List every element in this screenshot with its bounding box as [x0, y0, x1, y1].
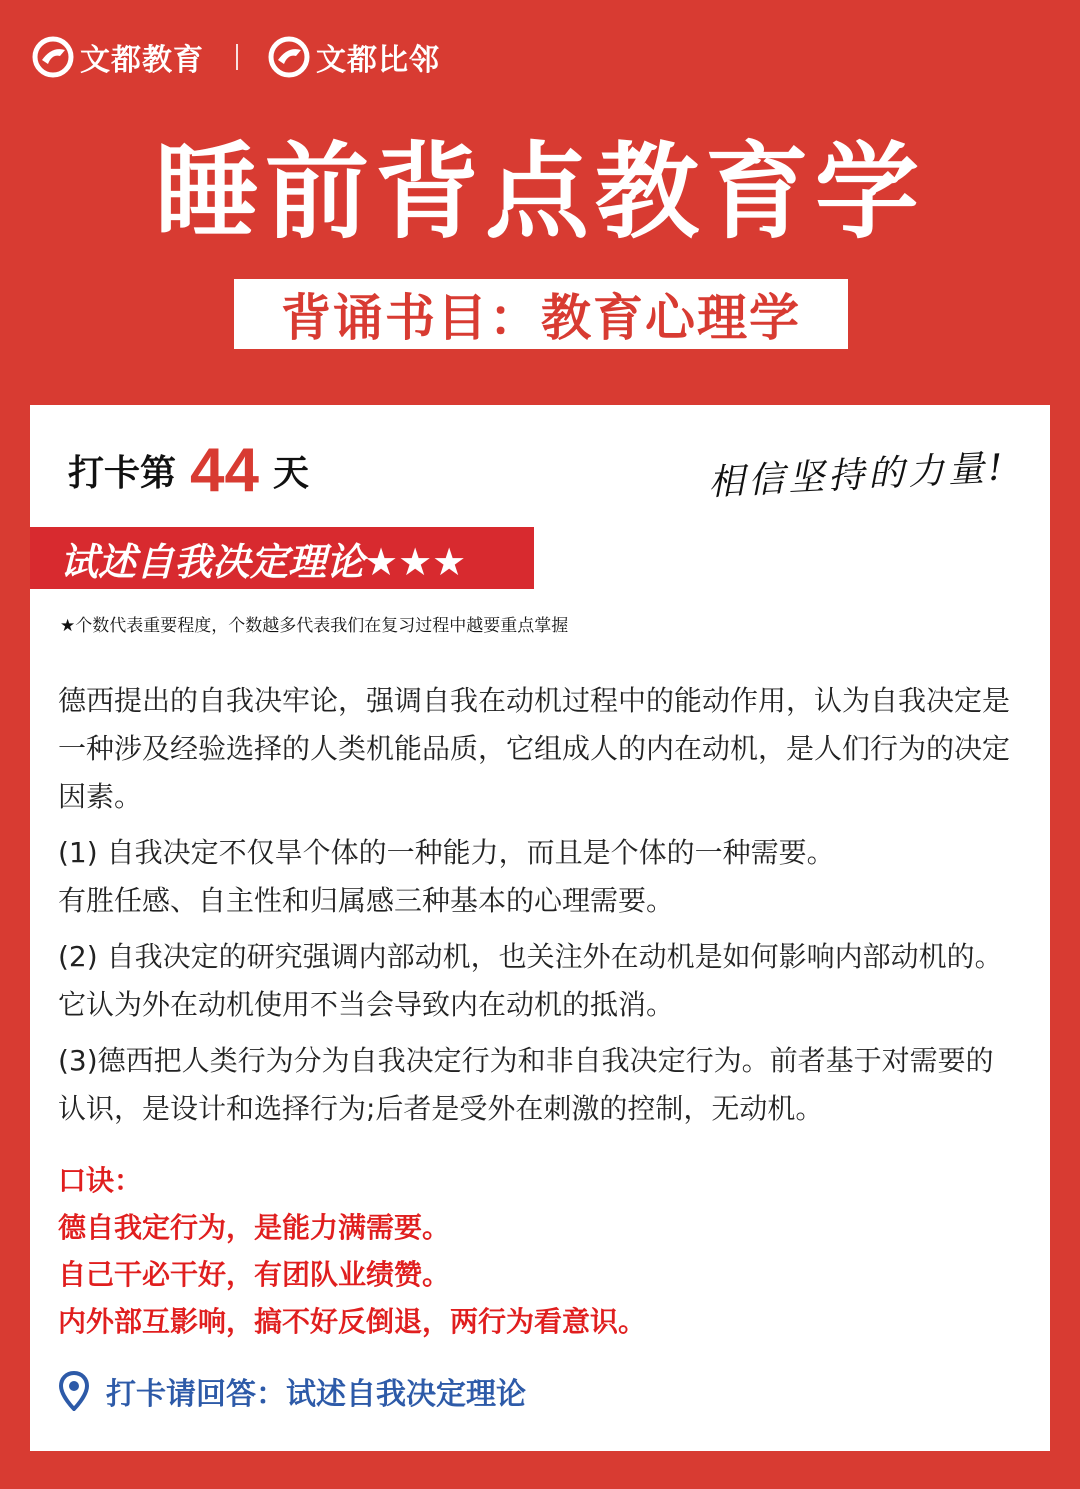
- topic-banner: 试述自我决定理论★★★: [30, 527, 534, 589]
- checkin-prefix: 打卡第: [68, 452, 177, 494]
- checkin-day: [68, 435, 309, 505]
- mnemonic: [58, 1157, 1018, 1345]
- paragraph: (3)德西把人类行为分为自我决定行为和非自我决定行为。前者基于对需要的认识，是设计和选择行为;后者是受外在刺激的控制，无动机。: [58, 1044, 994, 1125]
- answer-content: [58, 677, 1018, 1141]
- mnemonic-line: 内外部互影响，搞不好反倒退，两行为看意识。: [58, 1305, 647, 1338]
- answer-prompt-text: 打卡请回答：试述自我决定理论: [106, 1377, 526, 1412]
- wendu-logo-icon: [268, 36, 310, 78]
- checkin-suffix: 天: [272, 452, 309, 494]
- mnemonic-line: 德自我定行为，是能力满需要。: [58, 1211, 451, 1244]
- brand-name: 文都教育: [80, 43, 204, 78]
- page-title: 睡前背点教育学: [154, 131, 925, 253]
- paragraph: (2) 自我决定的研究强调内部动机，也关注外在动机是如何影响内部动机的。它认为外在动机使用不当会导致内在动机的抵消。: [58, 940, 1003, 1021]
- brand-wendu-bilin: [268, 35, 440, 79]
- importance-note: ★个数代表重要程度，个数越多代表我们在复习过程中越要重点掌握: [60, 616, 569, 636]
- brand-divider: [236, 44, 238, 70]
- paragraph: (1) 自我决定不仅旱个体的一种能力，而且是个体的一种需要。 有胜任感、自主性和归属感三种基本的心理需要。: [58, 836, 835, 917]
- slogan: 相信坚持的力量!: [706, 447, 1008, 504]
- wendu-logo-icon: [32, 36, 74, 78]
- content-card: [30, 405, 1050, 1451]
- answer-prompt: [58, 1369, 526, 1413]
- mnemonic-line: 自己干必干好，有团队业绩赞。: [58, 1258, 451, 1291]
- location-pin-icon: [58, 1371, 90, 1411]
- brand-bar: [32, 34, 440, 80]
- brand-wendu-education: [32, 35, 204, 79]
- checkin-day-number: 44: [190, 435, 259, 505]
- mnemonic-label: 口诀：: [58, 1164, 143, 1197]
- paragraph: 德西提出的自我决牢论，强调自我在动机过程中的能动作用，认为自我决定是一种涉及经验选择的人类机能品质，它组成人的内在动机，是人们行为的决定因素。: [58, 684, 1011, 813]
- book-subtitle: 背诵书目：教育心理学: [234, 279, 848, 349]
- brand-name: 文都比邻: [316, 43, 440, 78]
